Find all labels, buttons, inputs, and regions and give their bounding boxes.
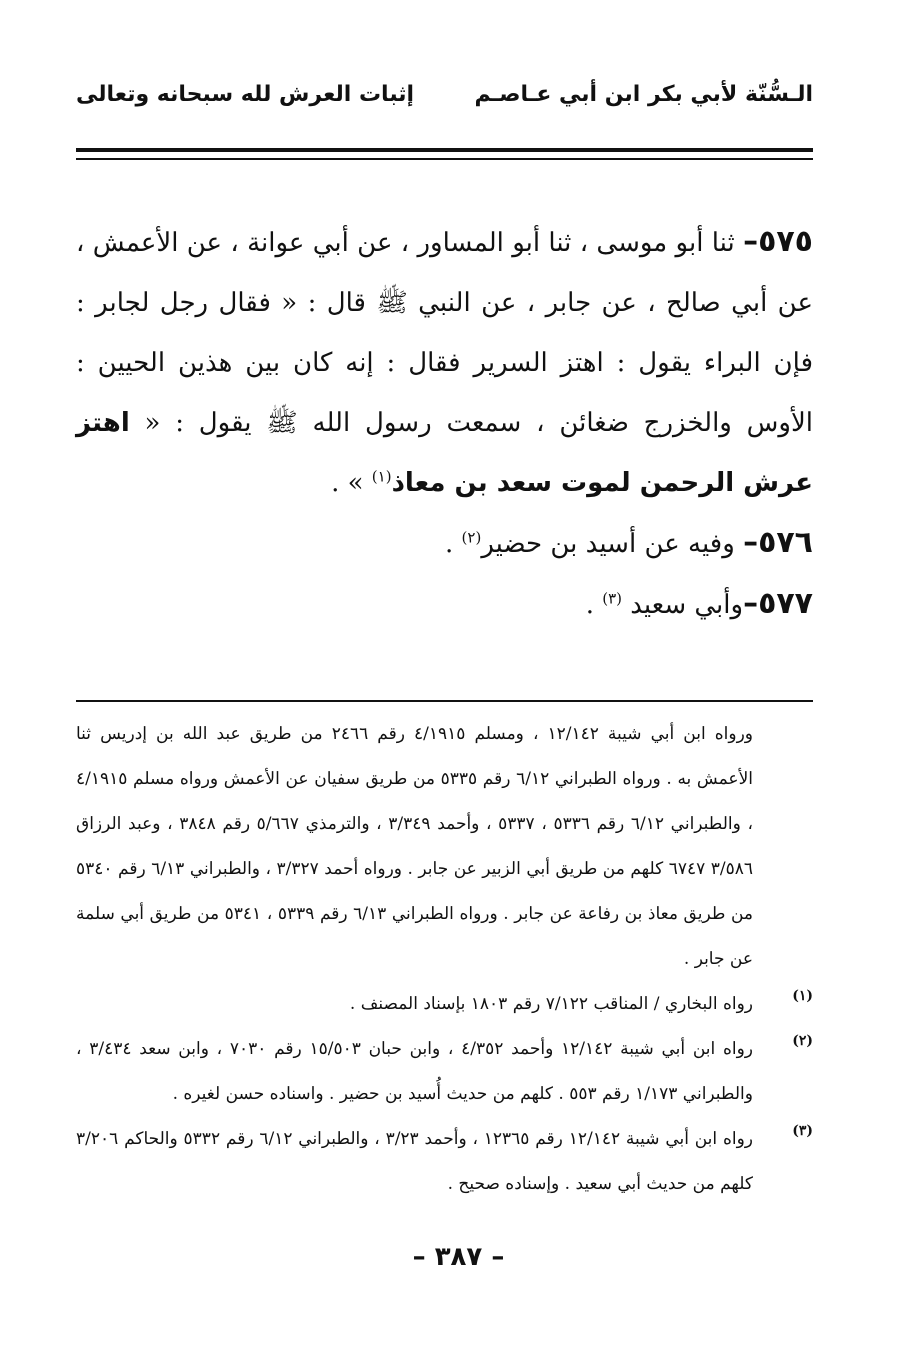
entry-text-end: . [445,529,462,559]
main-text [76,212,813,635]
entry-text-end: . [585,590,603,620]
footnote-2 [76,1027,813,1117]
entry-text: ثنا أبو موسى ، ثنا أبو المساور ، عن أبي عوانة ، عن الأعمش ، عن أبي صالح ، عن جابر ، عن النبي ﷺ قال : « فقال رجل لجابر : فإن البراء يقول : اهتز السرير فقال : إنه كان بين هذين الحيين : الأوس والخزرج ضغائن ، سمعت رسول الله ﷺ يقول : « [76,228,813,438]
footnote-text: رواه ابن أبي شيبة ١٢/١٤٢ رقم ١٢٣٦٥ ، وأحمد ٣/٢٣ ، والطبراني ٦/١٢ رقم ٥٣٣٢ والحاكم ٣/٢٠٦ كلهم من حديث أبي سعيد . وإسناده صحيح . [76,1129,753,1194]
book-title: الـسُّنّة لأبي بكر ابن أبي عـاصـم [474,81,813,107]
entry-number: ٥٧٥– [743,224,813,259]
chapter-title: إثبات العرش لله سبحانه وتعالى [76,81,415,107]
footnote-marker: (٣) [792,1123,813,1139]
footnote-3 [76,1117,813,1207]
hadith-entry-575 [76,212,813,513]
entry-number: ٥٧٧– [743,586,813,621]
footnotes [76,712,813,1207]
footnote-marker: (١) [792,988,813,1004]
footnote-ref[interactable]: (٣) [602,589,623,608]
running-header [76,72,813,116]
header-rule-thick [76,148,813,152]
footnote-separator [76,700,813,702]
hadith-entry-576 [76,513,813,574]
hadith-quote: اهتز عرش الرحمن لموت سعد بن معاذ [76,408,813,498]
footnote-continuation: ورواه ابن أبي شيبة ١٢/١٤٢ ، ومسلم ٤/١٩١٥ رقم ٢٤٦٦ من طريق عبد الله بن إدريس ثنا الأعمش به . ورواه الطبراني ٦/١٢ رقم ٥٣٣٥ من طريق سفيان عن الأعمش ورواه مسلم ٤/١٩١٥ ، والطبراني ٦/١٢ رقم ٥٣٣٦ ، ٥٣٣٧ ، وأحمد ٣/٣٤٩ ، والترمذي ٥/٦٦٧ رقم ٣٨٤٨ ، وعبد الرزاق ٣/٥٨٦ ٦٧٤٧ كلهم من طريق أبي الزبير عن جابر . ورواه أحمد ٣/٣٢٧ ، والطبراني ٦/١٣ رقم ٥٣٤٠ من طريق معاذ بن رفاعة عن جابر . ورواه الطبراني ٦/١٣ رقم ٥٣٣٩ ، ٥٣٤١ من طريق أبي سلمة عن جابر . [76,724,754,969]
footnote-1 [76,982,813,1027]
entry-number: ٥٧٦– [743,525,813,560]
hadith-entry-577 [76,574,813,635]
entry-text: وفيه عن أسيد بن حضير [481,529,744,559]
entry-text-end: » . [331,468,372,498]
footnote-ref[interactable]: (٢) [461,528,482,547]
footnote-text: رواه ابن أبي شيبة ١٢/١٤٢ وأحمد ٤/٣٥٢ ، وابن حبان ١٥/٥٠٣ رقم ٧٠٣٠ ، وابن سعد ٣/٤٣٤ ، والطبراني ١/١٧٣ رقم ٥٥٣ . كلهم من حديث أُسيد بن حضير . واسناده حسن لغيره . [76,1039,753,1104]
footnote-ref[interactable]: (١) [371,467,392,486]
footnote-marker: (٢) [792,1033,813,1049]
page-number: – ٣٨٧ – [412,1242,505,1272]
entry-text: وأبي سعيد [622,590,744,620]
footnote-text: رواه البخاري / المناقب ٧/١٢٢ رقم ١٨٠٣ بإسناد المصنف . [349,994,753,1014]
header-rule-thin [76,158,813,160]
